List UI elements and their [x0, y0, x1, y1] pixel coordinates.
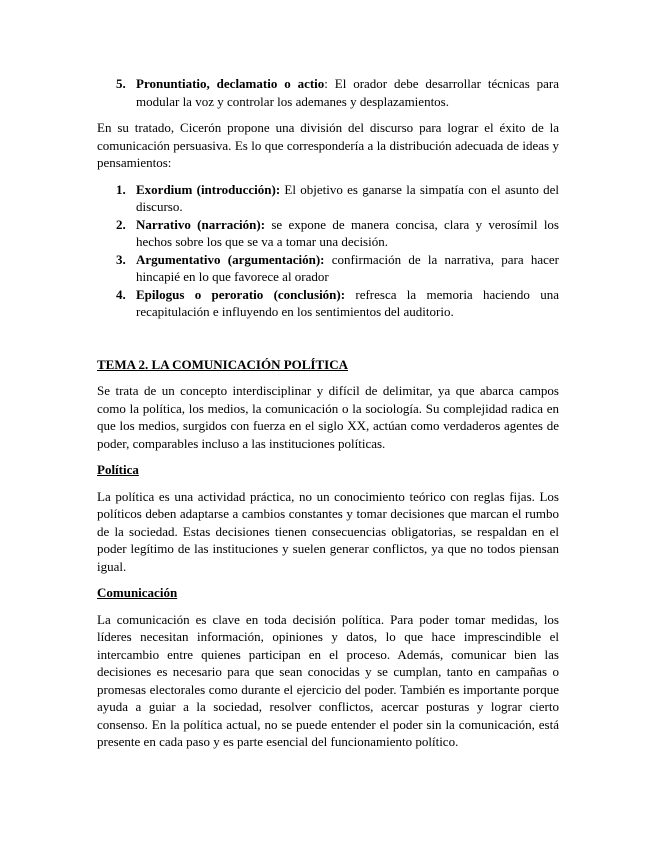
list-term: Pronuntiatio, declamatio o actio	[136, 76, 325, 91]
list-number: 4.	[116, 286, 126, 302]
section-title-comunicacion: Comunicación	[97, 585, 178, 600]
list-term: Exordium (introducción):	[136, 181, 281, 197]
canons-list	[97, 75, 559, 110]
list-text: : El orador debe desarrollar técnicas para modular la voz y controlar los ademanes y desplazamientos.	[136, 76, 559, 109]
list-term: Narrativo (narración):	[136, 216, 266, 232]
list-item	[97, 75, 559, 110]
list-number: 1.	[116, 181, 126, 197]
comunicacion-paragraph: La comunicación es clave en toda decisión política. Para poder tomar medidas, los líderes necesitan información, opiniones y datos, lo que hace imprescindible el intercambio entre quienes participan en el proceso. Además, comunicar bien las decisiones es necesario para que sean conocidas y se cumplan, tanto en campañas o promesas electorales como durante el ejercicio del poder. También es importante porque ayuda a guiar a la sociedad, resolver conflictos, acercar posturas y lograr cierto consenso. En la política actual, no se puede entender el poder sin la comunicación, está presente en cada paso y es parte esencial del funcionamiento político.	[97, 611, 559, 749]
list-number: 3.	[116, 251, 126, 267]
theme-paragraph: Se trata de un concepto interdisciplinar y difícil de delimitar, ya que abarca campos como la política, los medios, la comunicación o la sociología. Su complejidad radica en que los medios, surgidos con fuerza en el siglo XX, actúan como verdaderos agentes de poder, comparables incluso a las instituciones políticas.	[97, 383, 559, 451]
list-item	[97, 286, 559, 321]
list-item	[97, 181, 559, 216]
list-item	[97, 251, 559, 286]
document-page	[97, 75, 559, 751]
list-item	[97, 216, 559, 251]
politica-paragraph: La política es una actividad práctica, no un conocimiento teórico con reglas fijas. Los políticos deben adaptarse a cambios constantes y tomar decisiones que marcan el rumbo de la sociedad. Estas decisiones tienen consecuencias obligatorias, se respaldan en el poder legítimo de las instituciones y suelen generar conflictos, ya que no todos piensan igual.	[97, 488, 559, 574]
list-text: se expone de manera concisa, clara y verosímil los hechos sobre los que se va a tomar una decisión.	[136, 216, 559, 249]
theme-heading: TEMA 2. LA COMUNICACIÓN POLÍTICA	[97, 356, 348, 372]
list-text: El objetivo es ganarse la simpatía con el asunto del discurso.	[136, 181, 559, 214]
intro-paragraph: En su tratado, Cicerón propone una división del discurso para lograr el éxito de la comunicación persuasiva. Es lo que correspondería a la distribución adecuada de ideas y pensamientos:	[97, 120, 559, 170]
list-number: 5.	[116, 76, 126, 91]
list-term: Epilogus o peroratio (conclusión):	[136, 286, 346, 302]
list-number: 2.	[116, 216, 126, 232]
list-text: confirmación de la narrativa, para hacer hincapié en lo que favorece al orador	[136, 251, 560, 284]
list-term: Argumentativo (argumentación):	[136, 251, 325, 267]
discourse-parts-list	[97, 181, 559, 321]
list-text: refresca la memoria haciendo una recapitulación e influyendo en los sentimientos del auditorio.	[136, 286, 559, 319]
section-title-politica: Política	[97, 462, 139, 477]
